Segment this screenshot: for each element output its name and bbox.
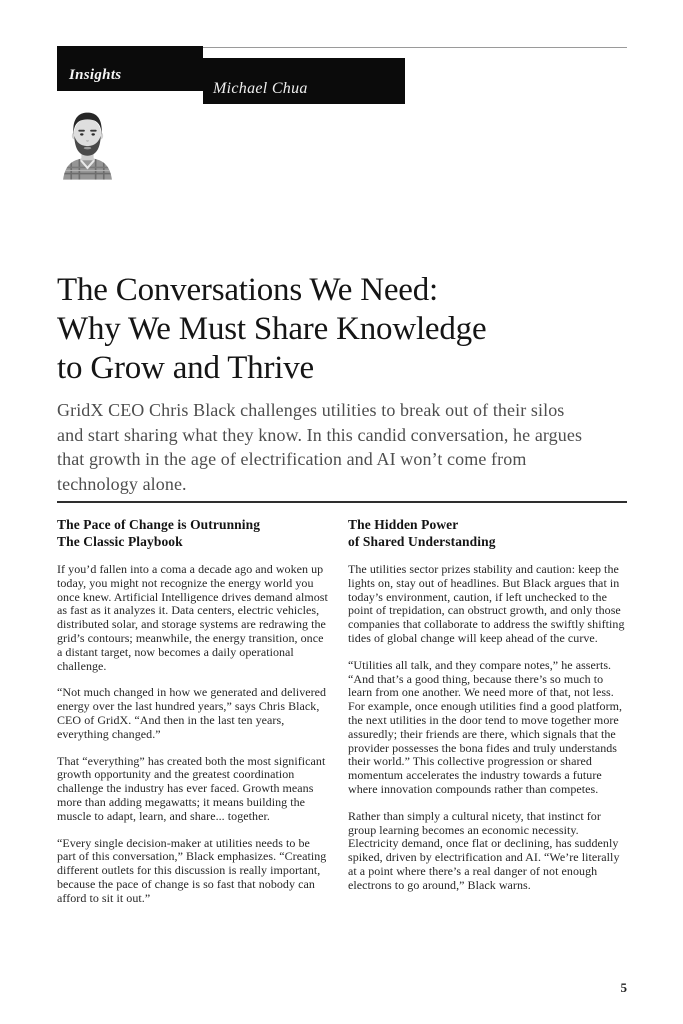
title-line-1: The Conversations We Need:: [57, 272, 439, 308]
column-right-heading: [348, 516, 630, 550]
column-left: [57, 516, 330, 919]
column-left-heading: [57, 516, 330, 550]
title-line-2: Why We Must Share Knowledge: [57, 311, 487, 347]
title-line-3: to Grow and Thrive: [57, 350, 314, 386]
article-title: [57, 271, 486, 388]
article-columns: [57, 516, 630, 919]
author-portrait: [59, 108, 116, 180]
body-paragraph: “Not much changed in how we generated and delivered energy over the last hundred years,” says Chris Black, CEO of GridX. “And then in the last ten years, everything changed.”: [57, 685, 327, 741]
author-tag: [203, 58, 405, 104]
article-standfirst: GridX CEO Chris Black challenges utilities to break out of their silos and start sharing what they know. In this candid conversation, he argues that growth in the age of electrification and AI won’t come from technology alone.: [57, 400, 583, 494]
author-name: Michael Chua: [213, 80, 308, 97]
body-paragraph: “Every single decision-maker at utilities needs to be part of this conversation,” Black emphasizes. “Creating different outlets for this discussion is really important, because the pace of change is so fast that nobody can afford to sit it out.”: [57, 835, 327, 905]
body-paragraph: “Utilities all talk, and they compare notes,” he asserts. “And that’s a good thing, because there’s so much to learn from one another. We need more of that, not less. For example, once enough utilities find a good platform, the next utilities in the door tend to move together more assuredly; their friends are there, which signals that the provider possesses the bona fides and truly understands their world.” This collective progression or shared momentum accelerates the industry towards a future where innovation compounds rather than competes.: [348, 657, 623, 796]
masthead-hairline: [203, 47, 627, 48]
heading-line: of Shared Understanding: [348, 534, 496, 549]
body-paragraph: That “everything” has created both the most significant growth opportunity and the greatest coordination challenge the industry has ever faced. Growth means more than adding megawatts; it means building the muscle to adapt, learn, and share... together.: [57, 753, 326, 823]
portrait-photo-icon: [59, 108, 116, 180]
insights-tag: [57, 46, 203, 91]
body-paragraph: If you’d fallen into a coma a decade ago and woken up today, you might not recognize the energy world you once knew. Artificial Intelligence drives demand almost as fast as it analyzes it. Data centers, electric vehicles, distributed solar, and storage systems are redrawing the grid’s contours; meanwhile, the energy transition, once a distant target, now becomes a daily operational challenge.: [57, 562, 328, 673]
body-paragraph: The utilities sector prizes stability and caution: keep the lights on, stay out of headlines. But Black argues that in today’s environment, caution, if left unchecked to the point of trepidation, can obstruct growth, and only those companies that collaborate to address the swiftly shifting tides of global change will keep ahead of the curve.: [348, 562, 625, 645]
section-label: Insights: [69, 67, 122, 83]
heading-line: The Pace of Change is Outrunning: [57, 517, 261, 532]
column-right: [348, 516, 630, 919]
body-paragraph: Rather than simply a cultural nicety, that instinct for group learning becomes an economic necessity. Electricity demand, once flat or declining, has suddenly spiked, driven by electrification and AI. “We’re literally at a point where there’s a real danger of not enough electrons to go around,” Black warns.: [348, 808, 620, 892]
heading-line: The Hidden Power: [348, 517, 459, 532]
page-number: 5: [620, 980, 627, 995]
heading-line: The Classic Playbook: [57, 534, 183, 549]
section-divider: [57, 501, 627, 503]
